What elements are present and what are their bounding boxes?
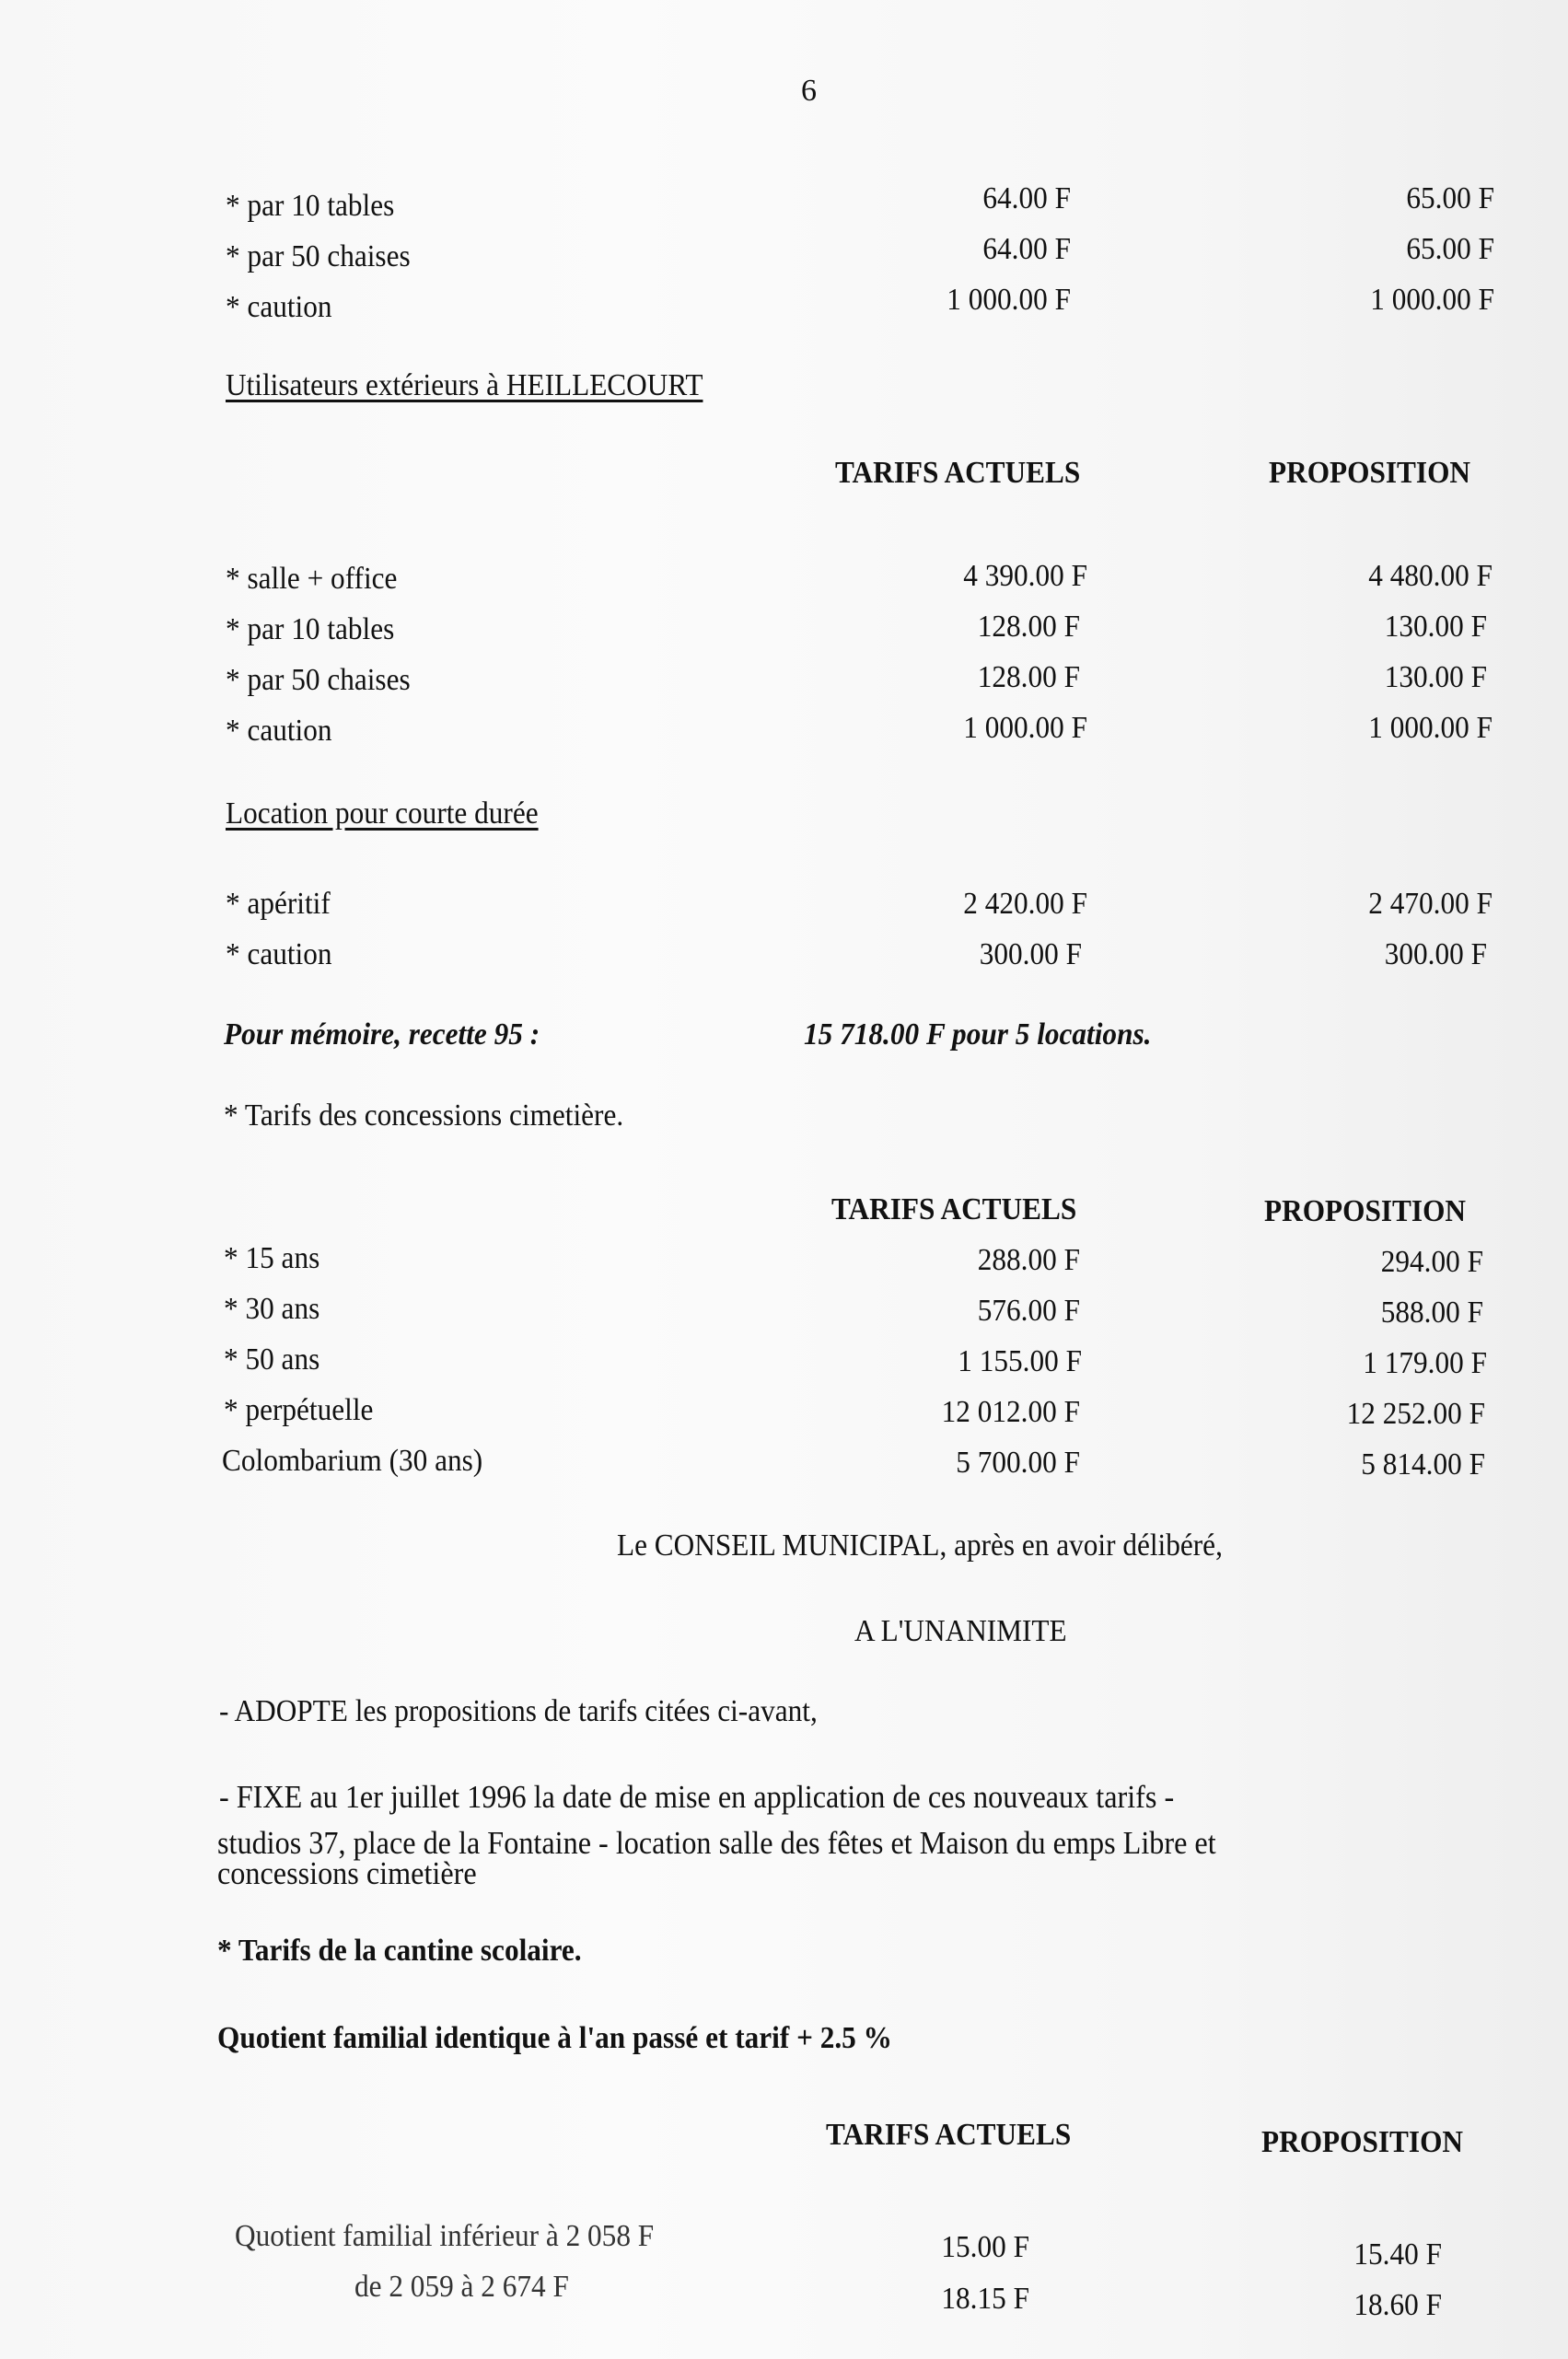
tarif-proposition: 18.60 F [1353,2288,1442,2322]
tarif-actuel: 1 000.00 F [963,711,1087,745]
deliberation-vote: A L'UNANIMITE [854,1614,1067,1648]
tarif-actuel: 12 012.00 F [941,1395,1080,1429]
tarif-proposition: 1 000.00 F [1368,711,1493,745]
tarif-actuel: 128.00 F [977,660,1080,694]
tarif-actuel: 64.00 F [982,232,1071,266]
column-header-tarifs-actuels: TARIFS ACTUELS [826,2118,1072,2152]
tarif-proposition: 300.00 F [1384,937,1487,971]
tarif-proposition: 2 470.00 F [1368,887,1493,921]
column-header-proposition: PROPOSITION [1261,2125,1464,2159]
tarif-actuel: 15.00 F [941,2230,1029,2264]
tarif-proposition: 5 814.00 F [1361,1447,1485,1482]
memo-value: 15 718.00 F pour 5 locations. [804,1017,1152,1052]
row-label: * perpétuelle [224,1393,374,1427]
section-subheading-quotient: Quotient familial identique à l'an passé et tarif + 2.5 % [217,2021,892,2055]
deliberation-item-adopte: - ADOPTE les propositions de tarifs citées ci-avant, [219,1694,818,1728]
tarif-actuel: 1 000.00 F [947,283,1071,317]
deliberation-fixe-line: studios 37, place de la Fontaine - location salle des fêtes et Maison du emps Libre et [217,1825,1216,1861]
row-label: * caution [226,714,332,748]
row-label: * par 10 tables [226,189,395,223]
tarif-actuel: 4 390.00 F [963,559,1087,593]
row-label: Quotient familial inférieur à 2 058 F [235,2219,655,2253]
tarif-actuel: 1 155.00 F [958,1344,1082,1378]
row-label: * 15 ans [224,1241,320,1275]
row-label: Colombarium (30 ans) [222,1444,483,1478]
tarif-actuel: 18.15 F [941,2282,1029,2316]
page-number: 6 [801,74,817,108]
deliberation-intro: Le CONSEIL MUNICIPAL, après en avoir délibéré, [617,1528,1223,1563]
section-heading-courte-duree: Location pour courte durée [226,796,539,831]
tarif-proposition: 65.00 F [1406,232,1494,266]
tarif-actuel: 576.00 F [977,1294,1080,1328]
row-label: * caution [226,290,332,324]
tarif-proposition: 1 179.00 F [1363,1346,1487,1380]
row-label: * 30 ans [224,1292,320,1326]
tarif-actuel: 64.00 F [982,181,1071,215]
tarif-proposition: 4 480.00 F [1368,559,1493,593]
column-header-tarifs-actuels: TARIFS ACTUELS [835,456,1081,490]
tarif-actuel: 5 700.00 F [956,1446,1080,1480]
row-label: * par 50 chaises [226,663,411,697]
row-label: * 50 ans [224,1342,320,1377]
deliberation-fixe-line: - FIXE au 1er juillet 1996 la date de mise en application de ces nouveaux tarifs - [219,1779,1175,1815]
row-label: * par 50 chaises [226,239,411,273]
tarif-proposition: 12 252.00 F [1346,1397,1485,1431]
column-header-tarifs-actuels: TARIFS ACTUELS [831,1192,1077,1226]
tarif-actuel: 128.00 F [977,610,1080,644]
memo-label: Pour mémoire, recette 95 : [224,1017,540,1052]
tarif-actuel: 300.00 F [979,937,1082,971]
column-header-proposition: PROPOSITION [1264,1194,1467,1228]
column-header-proposition: PROPOSITION [1269,456,1471,490]
tarif-actuel: 288.00 F [977,1243,1080,1277]
row-label: * apéritif [226,887,331,921]
tarif-proposition: 294.00 F [1380,1245,1483,1279]
row-label: * par 10 tables [226,612,395,646]
tarif-proposition: 130.00 F [1384,610,1487,644]
tarif-proposition: 1 000.00 F [1370,283,1494,317]
section-heading-cimetiere: * Tarifs des concessions cimetière. [224,1098,624,1133]
row-label: * salle + office [226,562,398,596]
tarif-proposition: 15.40 F [1353,2237,1442,2272]
row-label: * caution [226,937,332,971]
tarif-proposition: 130.00 F [1384,660,1487,694]
section-heading-cantine: * Tarifs de la cantine scolaire. [217,1934,582,1968]
row-label: de 2 059 à 2 674 F [354,2270,569,2304]
tarif-proposition: 588.00 F [1380,1296,1483,1330]
tarif-actuel: 2 420.00 F [963,887,1087,921]
deliberation-fixe-line: concessions cimetière [217,1855,477,1891]
section-heading-exterieurs: Utilisateurs extérieurs à HEILLECOURT [226,368,703,402]
tarif-proposition: 65.00 F [1406,181,1494,215]
